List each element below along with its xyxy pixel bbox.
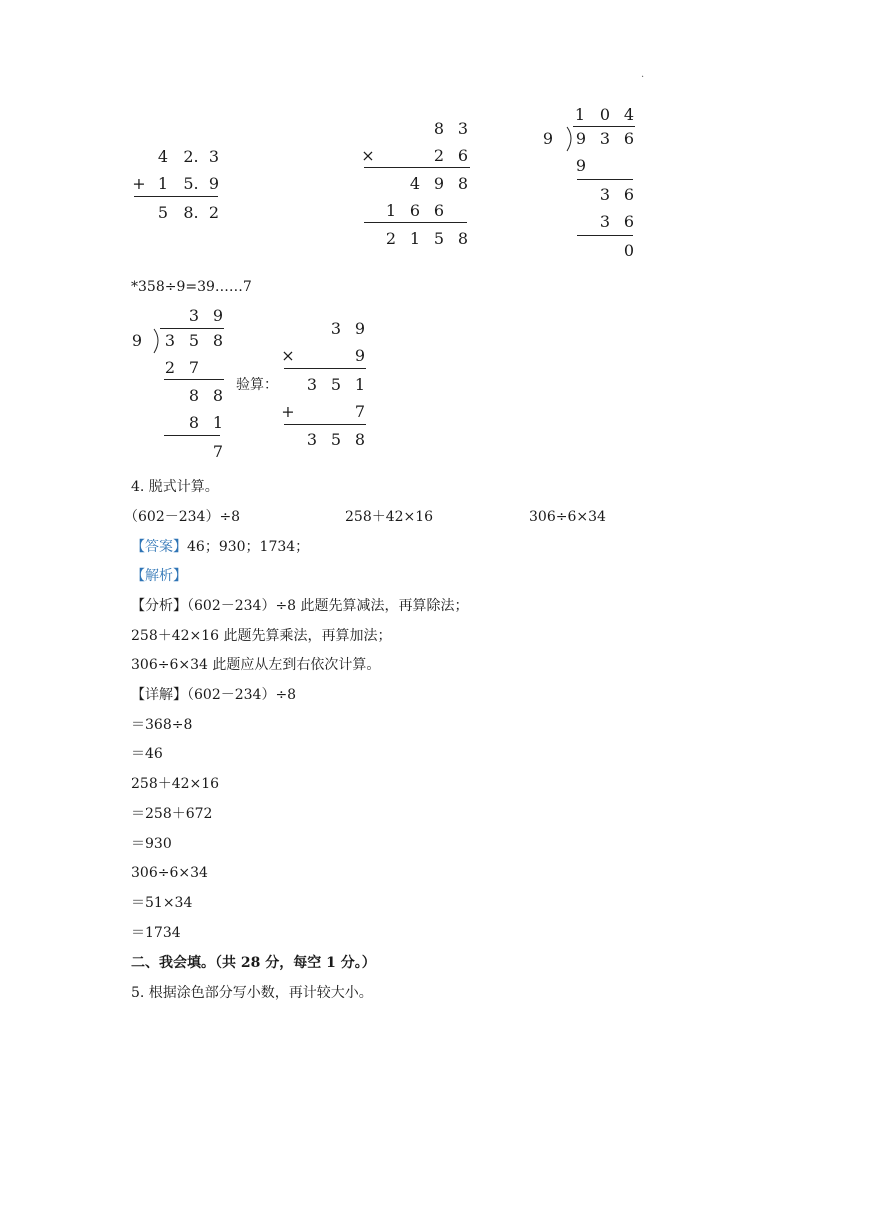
digit: 1 — [574, 105, 586, 124]
digit: 1 — [157, 174, 169, 193]
plus-sign: + — [132, 174, 146, 193]
question-5-title: 5. 根据涂色部分写小数，再计较大小。 — [131, 985, 373, 1001]
step-line: ＝46 — [131, 746, 163, 762]
digit: 6 — [409, 201, 421, 220]
digit: 8 — [354, 430, 366, 449]
digit: 8 — [188, 413, 200, 432]
problem-1: （602－234）÷8 — [124, 509, 241, 525]
rule-line — [164, 379, 224, 380]
digit: 3 — [599, 212, 611, 231]
digit: 8 — [212, 331, 224, 350]
digit: 9 — [208, 174, 220, 193]
divisor: 9 — [131, 331, 143, 350]
rule-line — [364, 167, 470, 168]
question-4-title: 4. 脱式计算。 — [131, 479, 219, 495]
division-bar — [573, 126, 635, 127]
digit: 3 — [599, 129, 611, 148]
digit: 1 — [212, 413, 224, 432]
step-line: ＝1734 — [131, 925, 181, 941]
rule-line — [364, 222, 467, 223]
plus-sign: + — [281, 402, 295, 421]
digit: 6 — [623, 129, 635, 148]
digit: 9 — [575, 156, 587, 175]
digit: 7 — [188, 358, 200, 377]
digit: 3 — [457, 119, 469, 138]
digit: 5 — [188, 331, 200, 350]
digit: 8 — [457, 174, 469, 193]
digit: 4 — [623, 105, 635, 124]
rule-line — [284, 368, 366, 369]
remainder: 7 — [212, 442, 224, 461]
digit: 5 — [433, 229, 445, 248]
rule-line — [134, 196, 218, 197]
digit: 5 — [157, 203, 169, 222]
fenxi-line-3: 306÷6×34 此题应从左到右依次计算。 — [131, 657, 381, 673]
digit: 3 — [330, 319, 342, 338]
rule-line — [577, 235, 633, 236]
digit: 2 — [208, 203, 220, 222]
answer-text: 46；930；1734； — [187, 539, 310, 555]
digit: 3 — [306, 375, 318, 394]
division-bar — [160, 328, 224, 329]
step-line: ＝258＋672 — [131, 806, 213, 822]
digit: 6 — [433, 201, 445, 220]
digit: 2. — [183, 147, 199, 166]
digit: 1 — [409, 229, 421, 248]
xiangjie-line-1 — [131, 687, 296, 703]
rule-line — [577, 179, 633, 180]
rule-line — [164, 435, 220, 436]
note-line: *358÷9=39……7 — [131, 279, 252, 295]
step-line: 306÷6×34 — [131, 865, 208, 881]
digit: 2 — [433, 146, 445, 165]
digit: 5. — [183, 174, 199, 193]
step-line: ＝51×34 — [131, 895, 193, 911]
digit: 8 — [188, 386, 200, 405]
digit: 3 — [208, 147, 220, 166]
digit: 9 — [433, 174, 445, 193]
digit: 8 — [212, 386, 224, 405]
digit: 9 — [575, 129, 587, 148]
problem-3: 306÷6×34 — [529, 509, 606, 525]
header-dot: · — [641, 72, 645, 83]
times-sign: × — [281, 346, 295, 365]
times-sign: × — [361, 146, 375, 165]
digit: 7 — [354, 402, 366, 421]
analysis-label: 【解析】 — [131, 568, 187, 584]
digit: 9 — [354, 319, 366, 338]
digit: 3 — [599, 185, 611, 204]
digit: 1 — [385, 201, 397, 220]
answer-row — [131, 539, 309, 555]
check-label: 验算： — [236, 377, 278, 393]
section-2-title: 二、我会填。（共 28 分，每空 1 分。） — [131, 955, 376, 971]
xiangjie-label: 【详解】 — [131, 687, 187, 703]
digit: 1 — [354, 375, 366, 394]
digit: 0 — [599, 105, 611, 124]
problem-2: 258＋42×16 — [345, 509, 434, 525]
digit: 4 — [157, 147, 169, 166]
digit: 6 — [623, 212, 635, 231]
digit: 6 — [623, 185, 635, 204]
digit: 4 — [409, 174, 421, 193]
divisor: 9 — [542, 129, 554, 148]
xiangjie-text: （602－234）÷8 — [187, 687, 297, 703]
rule-line — [284, 424, 366, 425]
digit: 2 — [385, 229, 397, 248]
digit: 5 — [330, 430, 342, 449]
fenxi-text: （602－234）÷8 此题先算减法，再算除法； — [187, 598, 469, 614]
digit: 5 — [330, 375, 342, 394]
digit: 8 — [433, 119, 445, 138]
step-line: ＝368÷8 — [131, 717, 193, 733]
answer-label: 【答案】 — [131, 539, 187, 555]
digit: 8 — [457, 229, 469, 248]
remainder: 0 — [623, 241, 635, 260]
digit: 3 — [164, 331, 176, 350]
digit: 8. — [183, 203, 199, 222]
fenxi-label: 【分析】 — [131, 598, 187, 614]
digit: 3 — [306, 430, 318, 449]
fenxi-line-1 — [131, 598, 469, 614]
digit: 9 — [212, 306, 224, 325]
digit: 2 — [164, 358, 176, 377]
digit: 9 — [354, 346, 366, 365]
step-line: 258＋42×16 — [131, 776, 220, 792]
step-line: ＝930 — [131, 836, 172, 852]
fenxi-line-2: 258＋42×16 此题先算乘法，再算加法； — [131, 628, 392, 644]
digit: 6 — [457, 146, 469, 165]
digit: 3 — [188, 306, 200, 325]
